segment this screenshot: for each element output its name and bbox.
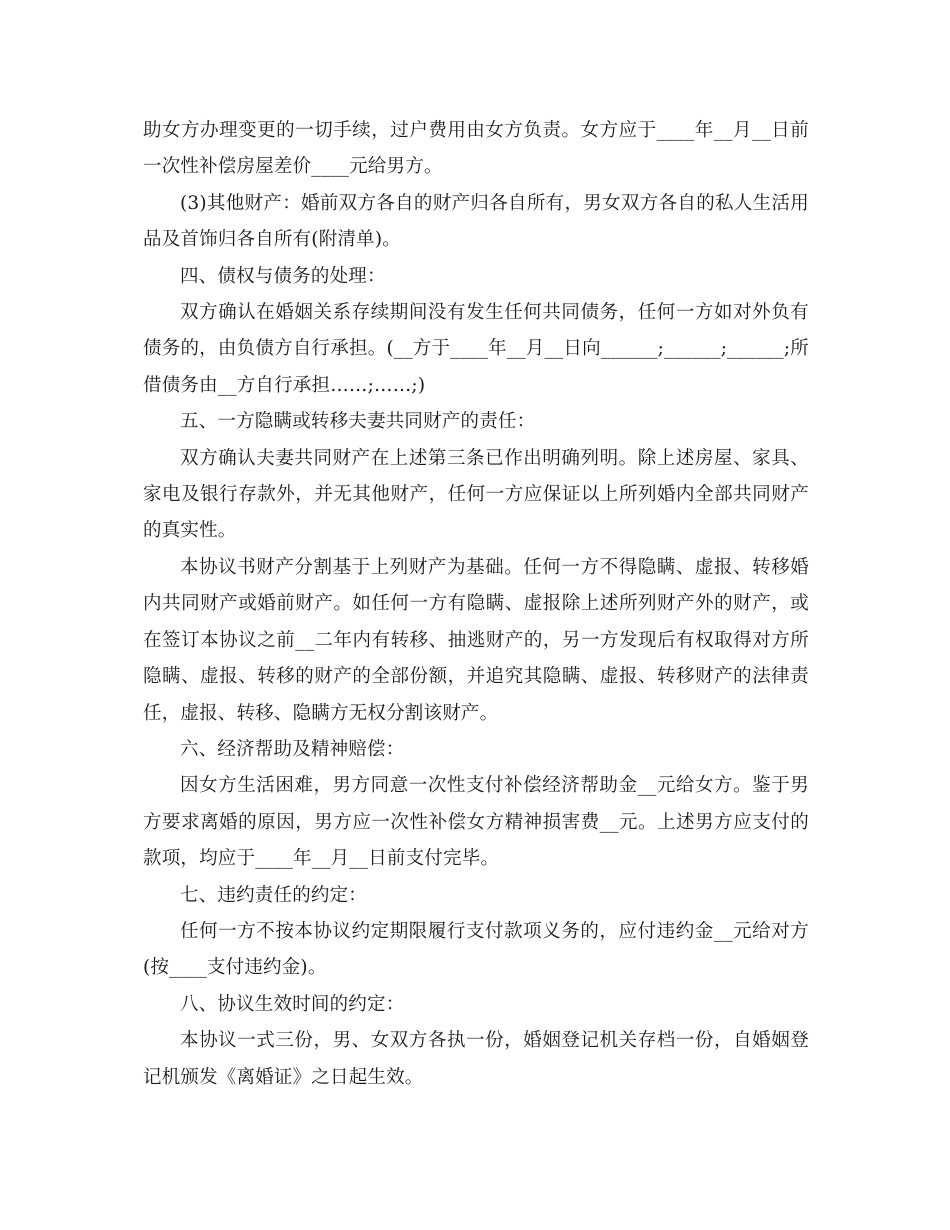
paragraph-house-transfer-continued: 助女方办理变更的一切手续，过户费用由女方负责。女方应于____年__月__日前一次性补偿房屋差价____元给男方。 (143, 120, 809, 178)
paragraph-property-confirmation: 双方确认夫妻共同财产在上述第三条已作出明确列明。除上述房屋、家具、家电及银行存款外，并无其他财产，任何一方应保证以上所列婚内全部共同财产的真实性。 (143, 447, 809, 542)
paragraph-effective-date: 本协议一式三份，男、女双方各执一份，婚姻登记机关存档一份，自婚姻登记机颁发《离婚证》之日起生效。 (143, 1030, 809, 1088)
paragraph-breach-liability: 任何一方不按本协议约定期限履行支付款项义务的，应付违约金__元给对方(按____支付违约金)。 (143, 920, 809, 979)
paragraph-debts: 双方确认在婚姻关系存续期间没有发生任何共同债务，任何一方如对外负有债务的，由负债方自行承担。(__方于____年__月__日向______;______;______;所借债务由__方自行承担……;……;) (143, 302, 809, 396)
heading-section-8-effective-date: 八、协议生效时间的约定： (180, 993, 405, 1015)
paragraph-concealment-liability: 本协议书财产分割基于上列财产为基础。任何一方不得隐瞒、虚报、转移婚内共同财产或婚前财产。如任何一方有隐瞒、虚报除上述所列财产外的财产，或在签订本协议之前__二年内有转移、抽逃财产的，另一方发现后有权取得对方所隐瞒、虚报、转移的财产的全部份额，并追究其隐瞒、虚报、转移财产的法律责任，虚报、转移、隐瞒方无权分割该财产。 (143, 556, 809, 724)
heading-section-6-compensation: 六、经济帮助及精神赔偿： (180, 738, 405, 760)
document-body (143, 113, 809, 1096)
heading-section-7-breach: 七、违约责任的约定： (180, 884, 368, 906)
heading-section-5-concealment: 五、一方隐瞒或转移夫妻共同财产的责任： (180, 411, 536, 433)
paragraph-other-property: (3)其他财产：婚前双方各自的财产归各自所有，男女双方各自的私人生活用品及首饰归各自所有(附清单)。 (143, 192, 809, 251)
heading-section-4-debts: 四、债权与债务的处理： (180, 265, 386, 287)
paragraph-compensation: 因女方生活困难，男方同意一次性支付补偿经济帮助金__元给女方。鉴于男方要求离婚的原因，男方应一次性补偿女方精神损害费__元。上述男方应支付的款项，均应于____年__月__日前支付完毕。 (143, 775, 809, 870)
